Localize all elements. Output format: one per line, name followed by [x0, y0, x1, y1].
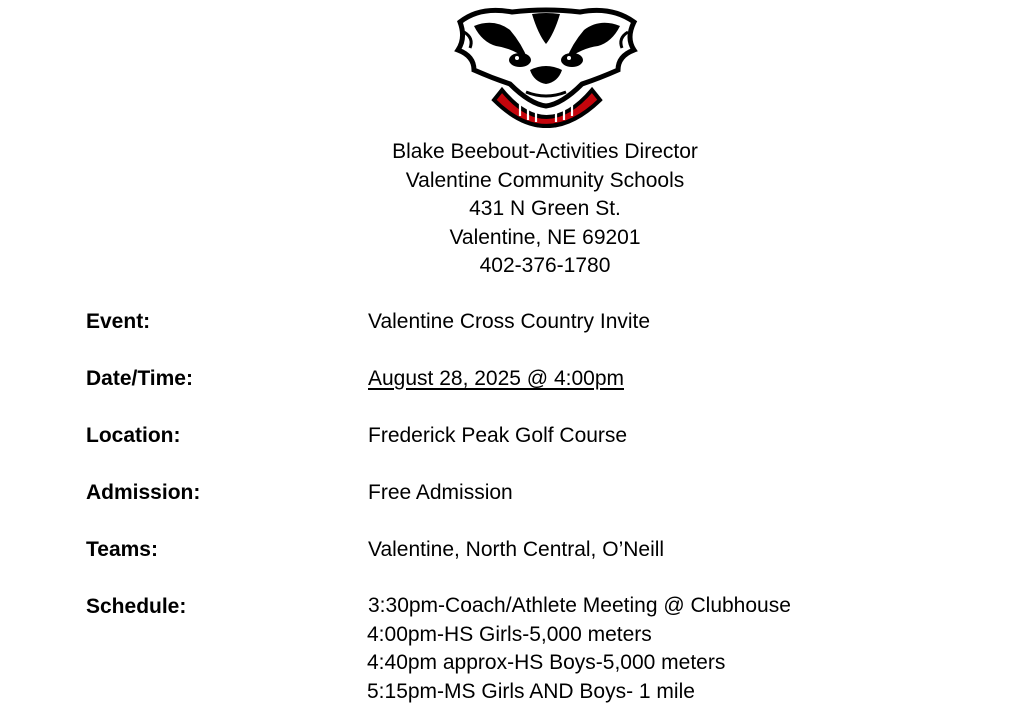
admission-value: Free Admission [368, 481, 513, 504]
schedule-item: 5:15pm-MS Girls AND Boys- 1 mile [367, 679, 695, 703]
datetime-value: August 28, 2025 @ 4:00pm [368, 367, 624, 390]
contact-header [0, 138, 1024, 281]
admission-label: Admission: [86, 481, 201, 504]
school-name: Valentine Community Schools [405, 168, 685, 192]
event-label: Event: [86, 310, 151, 333]
schedule-list [368, 592, 791, 706]
phone-number: 402-376-1780 [479, 254, 611, 278]
schedule-item: 3:30pm-Coach/Athlete Meeting @ Clubhouse [368, 594, 791, 617]
datetime-label: Date/Time: [86, 367, 193, 390]
location-label: Location: [86, 424, 181, 447]
director-name: Blake Beebout-Activities Director [392, 140, 698, 163]
teams-value: Valentine, North Central, O’Neill [368, 538, 665, 561]
schedule-label: Schedule: [86, 595, 187, 618]
street-address: 431 N Green St. [469, 197, 621, 221]
badger-mascot-icon [450, 4, 642, 128]
city-state-zip: Valentine, NE 69201 [449, 225, 641, 249]
teams-label: Teams: [86, 538, 158, 561]
schedule-item: 4:40pm approx-HS Boys-5,000 meters [367, 651, 726, 675]
schedule-item: 4:00pm-HS Girls-5,000 meters [367, 622, 652, 646]
event-value: Valentine Cross Country Invite [368, 310, 651, 333]
location-value: Frederick Peak Golf Course [368, 424, 628, 447]
